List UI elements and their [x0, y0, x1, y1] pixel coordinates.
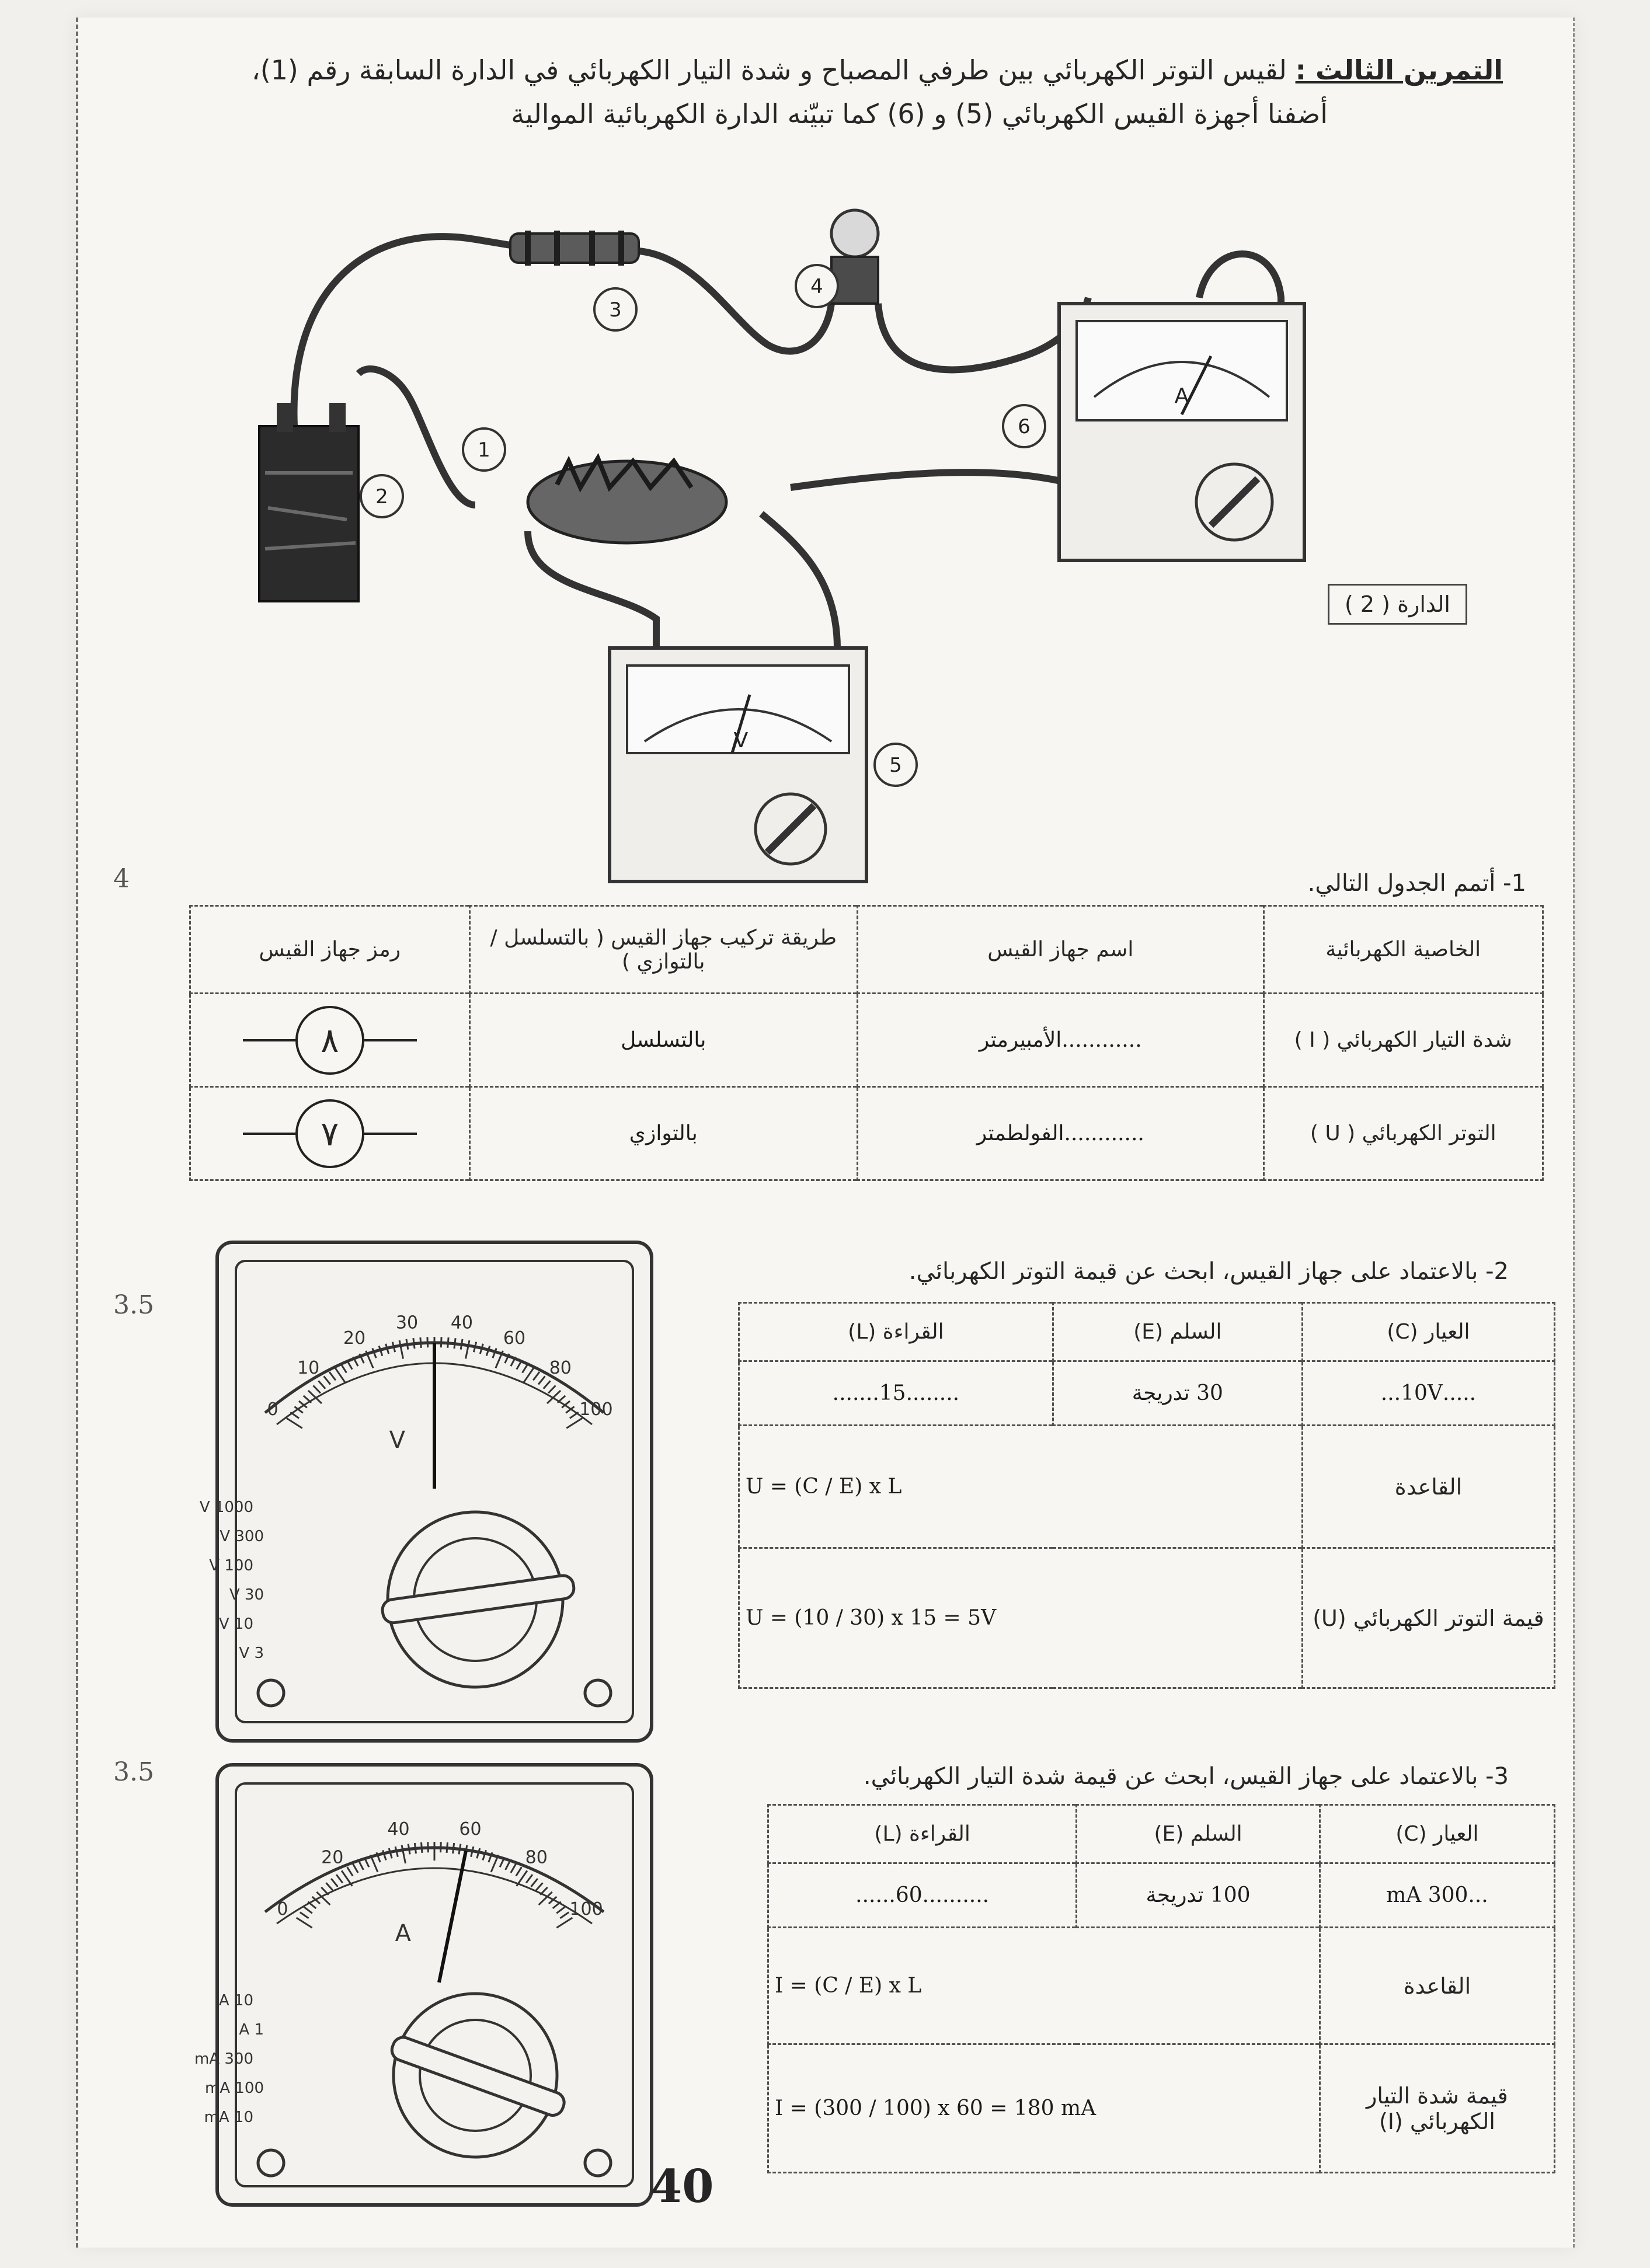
- q3-header-scale: السلم (E): [1077, 1805, 1320, 1863]
- label-6: 6: [1018, 415, 1031, 438]
- q2-rule-label: القاعدة: [1302, 1426, 1554, 1548]
- scale-label: 100: [579, 1399, 613, 1420]
- q3-table: [767, 1804, 1555, 2173]
- q1-row2-device: ............الفولطمتر: [858, 1087, 1264, 1180]
- q1-row1-symbol: [190, 994, 470, 1087]
- scale-label: 0: [277, 1898, 288, 1919]
- exercise-intro-line-1: [113, 53, 1503, 88]
- q3-prompt: 3- بالاعتماد على جهاز القيس، ابحث عن قيمة شدة التيار الكهربائي.: [863, 1763, 1509, 1790]
- scale-label: 80: [549, 1357, 572, 1378]
- voltmeter-unit: V: [389, 1427, 405, 1454]
- q1-row1-mounting: بالتسلسل: [469, 994, 858, 1087]
- q2-header-reading: القراءة (L): [739, 1303, 1053, 1361]
- scale-label: 30: [395, 1312, 419, 1333]
- exercise-intro-text: لقيس التوتر الكهربائي بين طرفي المصباح و شدة التيار الكهربائي في الدارة السابقة رقم (1)،: [251, 54, 1287, 86]
- table-row: [739, 1361, 1555, 1426]
- ammeter-symbol: ٨: [295, 1006, 364, 1075]
- q3-header-reading: القراءة (L): [768, 1805, 1077, 1863]
- scale-label: 20: [321, 1847, 344, 1868]
- range-label: 1000 V: [199, 1499, 253, 1516]
- wire-ammeter-lamp-holder: [791, 472, 1094, 490]
- range-label: 300 V: [220, 1528, 264, 1545]
- label-2: 2: [375, 485, 388, 508]
- table-row: [768, 1928, 1555, 2044]
- q3-result-value: I = (300 / 100) x 60 = 180 mA: [768, 2044, 1320, 2173]
- q3-score: 3.5: [113, 1757, 154, 1787]
- range-label: 3 V: [239, 1645, 264, 1662]
- scale-tick: [428, 1842, 429, 1852]
- battery: [259, 403, 358, 601]
- range-label: 100 mA: [204, 2079, 264, 2097]
- q2-header-scale: السلم (E): [1053, 1303, 1302, 1361]
- lamp-holder: [528, 458, 726, 543]
- q3-scale-value: 100 تدريجة: [1077, 1863, 1320, 1928]
- exercise-label: التمرين الثالث :: [1295, 54, 1503, 86]
- q1-prompt: 1- أتمم الجدول التالي.: [1307, 870, 1526, 897]
- q2-score: 3.5: [113, 1290, 154, 1320]
- q2-scale-value: 30 تدريجة: [1053, 1361, 1302, 1426]
- q3-rule-value: I = (C / E) x L: [768, 1928, 1320, 2044]
- q1-header-symbol: رمز جهاز القيس: [190, 906, 470, 994]
- meter6-letter: A: [1174, 384, 1189, 408]
- q1-header-property: الخاصية الكهربائية: [1263, 906, 1543, 994]
- q3-reading-value: ..........60......: [768, 1863, 1077, 1928]
- voltmeter-face: [199, 1238, 656, 1746]
- q3-header-caliber: العيار (C): [1320, 1805, 1554, 1863]
- wire-voltmeter-left: [528, 531, 656, 648]
- q1-row1-device: ............الأمبيرمتر: [858, 994, 1264, 1087]
- q1-header-device: اسم جهاز القيس: [858, 906, 1264, 994]
- range-label: 10 A: [218, 1992, 253, 2009]
- table-row: [739, 1426, 1555, 1548]
- table-row: [768, 1863, 1555, 1928]
- q3-caliber-value: ...300 mA: [1320, 1863, 1554, 1928]
- q2-rule-value: U = (C / E) x L: [739, 1426, 1303, 1548]
- scale-label: 80: [525, 1847, 548, 1868]
- ammeter-face: [194, 1760, 656, 2210]
- q2-reading-value: ........15.......: [739, 1361, 1053, 1426]
- circuit-diagram: [253, 169, 1363, 887]
- table-row: [190, 1087, 1543, 1180]
- scale-label: 10: [297, 1357, 320, 1378]
- range-label: 10 V: [218, 1615, 253, 1633]
- range-label: 30 V: [229, 1586, 264, 1604]
- voltmeter-symbol: ٧: [295, 1099, 364, 1168]
- q2-prompt: 2- بالاعتماد على جهاز القيس، ابحث عن قيمة التوتر الكهربائي.: [908, 1258, 1509, 1285]
- meter5-letter: V: [733, 729, 749, 752]
- q1-row1-property: شدة التيار الكهربائي ( I ): [1263, 994, 1543, 1087]
- label-1: 1: [478, 438, 490, 462]
- scale-label: 40: [450, 1312, 474, 1333]
- page-number: 40: [650, 2160, 714, 2213]
- q2-table: [738, 1302, 1555, 1689]
- table-row: [190, 994, 1543, 1087]
- scale-tick: [427, 1337, 428, 1347]
- scale-label: 0: [267, 1399, 279, 1420]
- q3-result-label: قيمة شدة التيار الكهربائي (I): [1320, 2044, 1554, 2173]
- table-row: [768, 2044, 1555, 2173]
- worksheet-page: [76, 18, 1575, 2248]
- scale-label: 20: [343, 1328, 366, 1349]
- q1-header-mounting: طريقة تركيب جهاز القيس ( بالتسلسل / بالتوازي ): [469, 906, 858, 994]
- range-label: 100 V: [209, 1557, 253, 1574]
- ammeter-unit: A: [395, 1920, 411, 1947]
- range-label: 1 A: [239, 2021, 264, 2039]
- wire-voltmeter-right: [761, 514, 837, 648]
- wire-lamp-ammeter: [878, 298, 1088, 370]
- resistor: [510, 231, 639, 266]
- q1-row2-mounting: بالتوازي: [469, 1087, 858, 1180]
- q1-score: 4: [113, 864, 130, 894]
- scale-label: 60: [503, 1328, 526, 1349]
- table-row: [739, 1548, 1555, 1688]
- q2-header-caliber: العيار (C): [1302, 1303, 1554, 1361]
- range-label: 300 mA: [194, 2050, 253, 2068]
- q2-result-label: قيمة التوتر الكهربائي (U): [1302, 1548, 1554, 1688]
- label-5: 5: [889, 754, 902, 777]
- exercise-intro-line-2: أضفنا أجهزة القيس الكهربائي (5) و (6) كما تبيّنه الدارة الكهربائية الموالية: [511, 98, 1328, 130]
- scale-label: 40: [387, 1819, 410, 1840]
- ammeter-device: [1059, 304, 1304, 560]
- wire-battery-resistor: [294, 236, 510, 426]
- q2-result-value: U = (10 / 30) x 15 = 5V: [739, 1548, 1303, 1688]
- q1-row2-symbol: [190, 1087, 470, 1180]
- label-4: 4: [810, 275, 823, 298]
- voltmeter-device: [610, 648, 866, 882]
- circuit-caption: الدارة ( 2 ): [1328, 584, 1467, 625]
- scale-label: 60: [459, 1819, 482, 1840]
- q1-row2-property: التوتر الكهربائي ( U ): [1263, 1087, 1543, 1180]
- scale-tick: [420, 1337, 421, 1348]
- q2-caliber-value: .....10V...: [1302, 1361, 1554, 1426]
- range-label: 10 mA: [204, 2109, 253, 2126]
- scale-label: 100: [569, 1898, 603, 1919]
- q3-rule-label: القاعدة: [1320, 1928, 1554, 2044]
- q1-table: [189, 905, 1544, 1181]
- label-3: 3: [609, 298, 622, 322]
